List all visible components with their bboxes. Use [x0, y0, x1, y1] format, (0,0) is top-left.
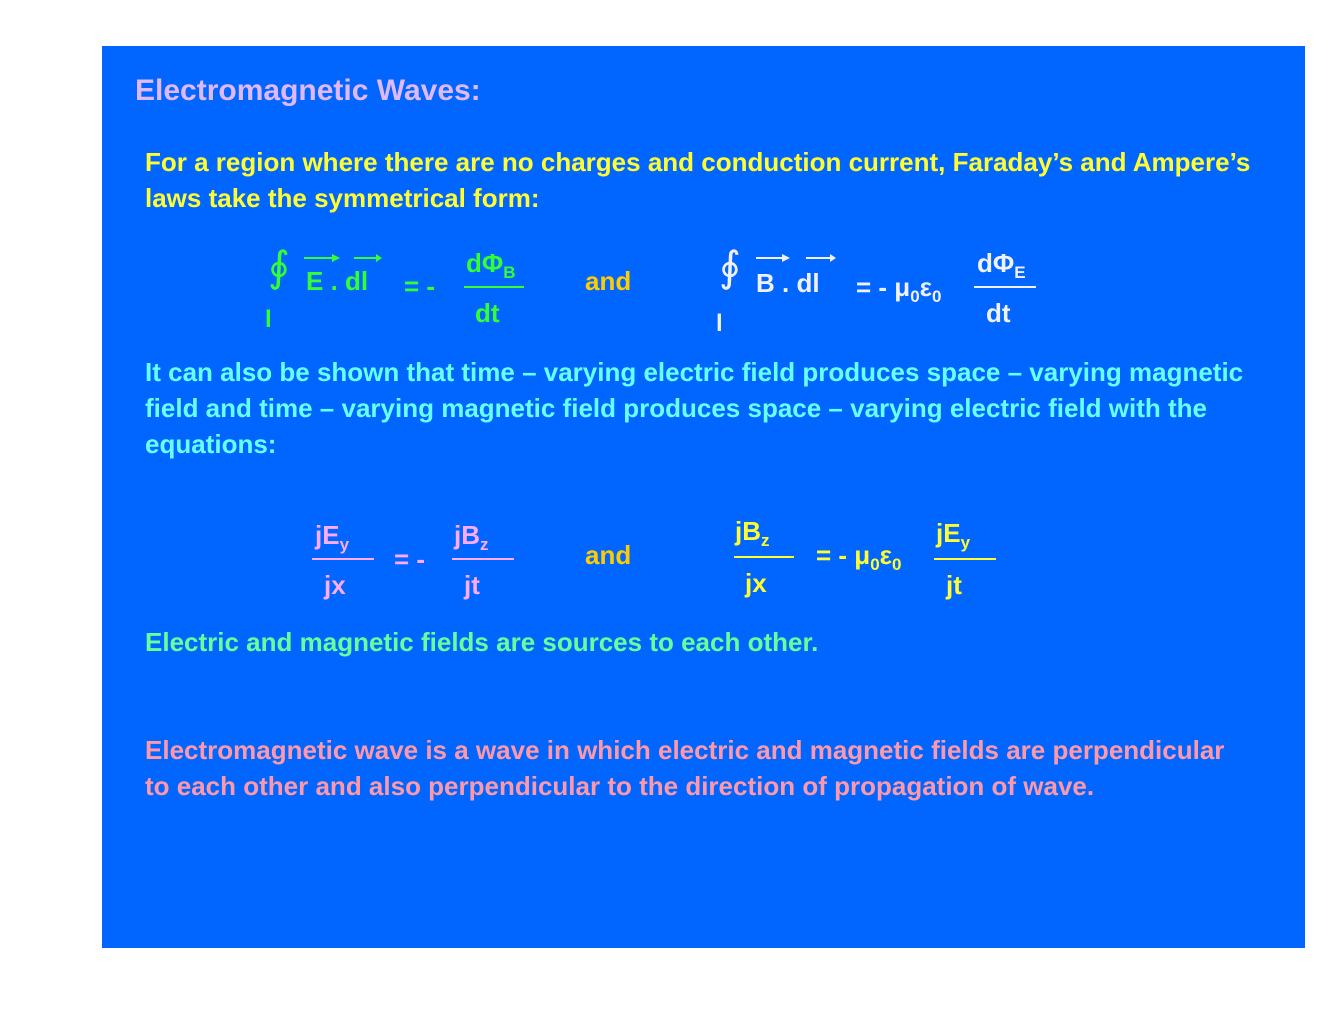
eq3-rhs-numerator: $jB_z$ — [454, 520, 489, 554]
eq3-denominator: jx — [324, 570, 346, 600]
ampere-fraction-bar — [974, 286, 1036, 288]
faraday-lower-limit: l — [265, 306, 272, 333]
eq4-fraction-bar — [734, 556, 794, 558]
vector-arrows — [302, 252, 382, 264]
eq3-fraction-bar — [312, 558, 374, 560]
slide — [102, 46, 1305, 948]
eq4-denominator: jx — [745, 568, 767, 598]
eq3-rhs-denominator: jt — [464, 570, 480, 600]
ampere-lhs: B . dl — [756, 268, 820, 298]
vector-arrows — [754, 252, 836, 264]
eq3-equals: = - — [394, 544, 426, 574]
eq4-equals: = - $\mu_0\varepsilon_0$ — [816, 540, 902, 574]
faraday-equals: = - — [404, 271, 436, 301]
eq3-numerator: $jE_y$ — [315, 520, 350, 554]
paragraph-sources: Electric and magnetic fields are sources to each other. — [145, 627, 819, 657]
faraday-numerator: $d\Phi_B$ — [466, 248, 516, 282]
eq3-rhs-fraction-bar — [452, 558, 514, 560]
paragraph-laws-intro: For a region where there are no charges and conduction current, Faraday’s and Ampere’s laws take the symmetrical form: — [145, 147, 1251, 213]
contour-integral-symbol: ∮ — [719, 242, 741, 291]
slide-title: Electromagnetic Waves: — [135, 74, 481, 107]
faraday-fraction-bar — [464, 286, 524, 288]
eq4-rhs-fraction-bar — [934, 558, 996, 560]
contour-integral-symbol: ∮ — [268, 242, 290, 291]
faraday-denominator: dt — [475, 298, 500, 328]
and-label-2: and — [585, 540, 632, 570]
and-label-1: and — [585, 266, 632, 296]
paragraph-em-wave-definition: Electromagnetic wave is a wave in which electric and magnetic fields are perpendicular to each other and also perpendicular to the direction of propagation of wave. — [145, 735, 1225, 801]
ampere-denominator: dt — [986, 298, 1011, 328]
ampere-lower-limit: l — [716, 310, 723, 337]
eq4-numerator: $jB_z$ — [735, 516, 770, 550]
ampere-numerator: $d\Phi_E$ — [977, 248, 1026, 282]
faraday-lhs: E . dl — [306, 266, 369, 296]
eq4-rhs-denominator: jt — [946, 570, 962, 600]
paragraph-varying-fields: It can also be shown that time – varying electric field produces space – varying magnetic field and time – varying magnetic field produces space – varying electric field with the equations: — [145, 357, 1244, 459]
ampere-equals: = - $\mu_0\varepsilon_0$ — [856, 272, 942, 306]
eq4-rhs-numerator: $jE_y$ — [936, 518, 971, 552]
